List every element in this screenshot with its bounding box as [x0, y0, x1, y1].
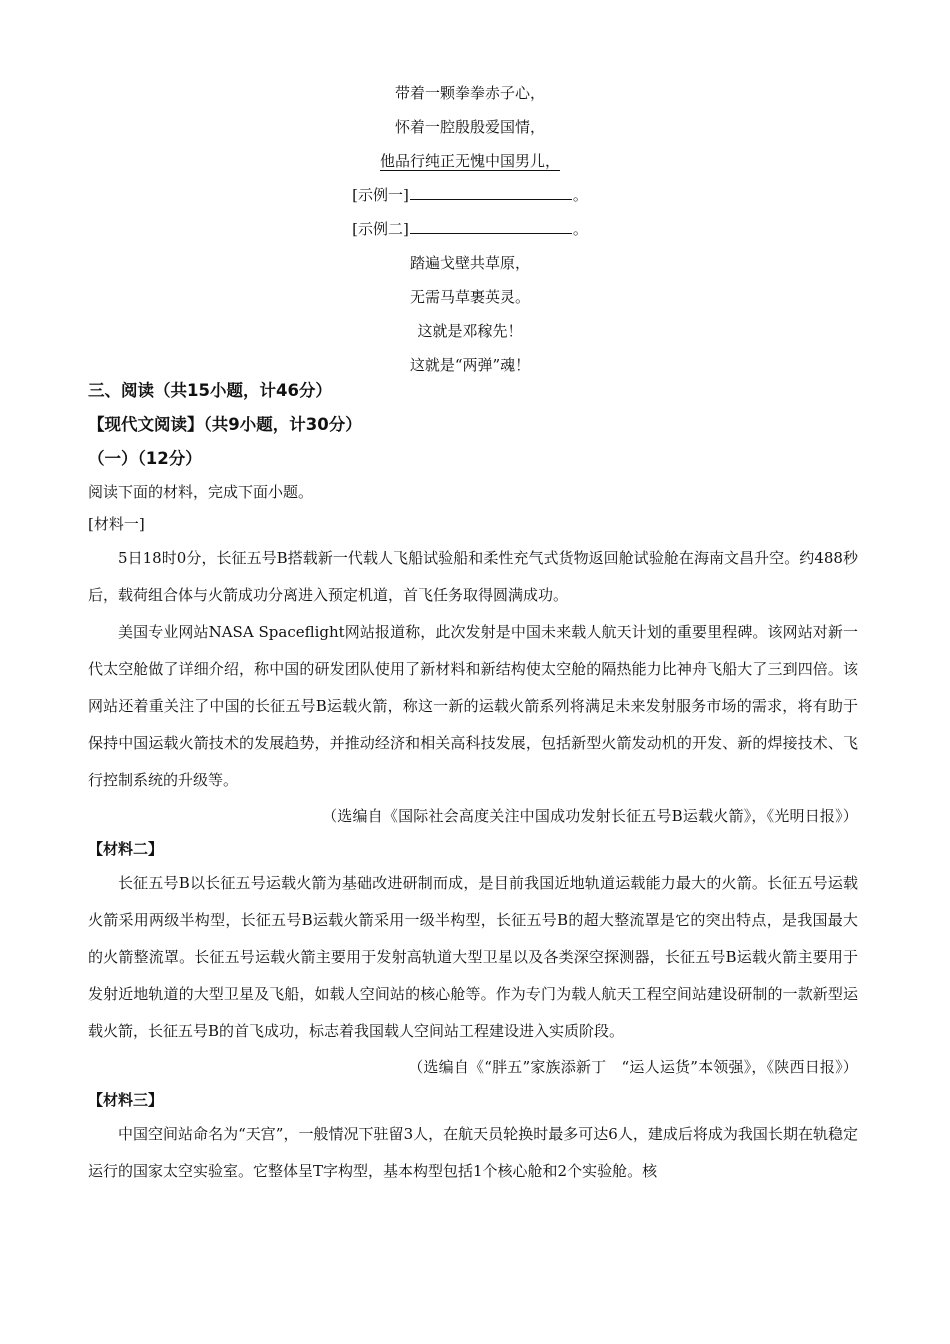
material-two-paragraph: 长征五号B以长征五号运载火箭为基础改进研制而成，是目前我国近地轨道运载能力最大的火箭。长征五号运载火箭采用两级半构型，长征五号B运载火箭采用一级半构型，长征五号B的超大整流罩是它的突出特点，是我国最大的火箭整流罩。长征五号运载火箭主要用于发射高轨道大型卫星以及各类深空探测器，长征五号B运载火箭主要用于发射近地轨道的大型卫星及飞船，如载人空间站的核心舱等。作为专门为载人航天工程空间站建设研制的一款新型运载火箭，长征五号B的首飞成功，标志着我国载人空间站工程建设进入实质阶段。 [88, 874, 858, 1040]
example-two-label: [示例二] [352, 220, 409, 238]
poem-line-text: 他品行纯正无愧中国男儿， [379, 152, 560, 170]
reading-section [88, 374, 858, 1190]
poem-line-text: 这就是“两弹”魂！ [409, 356, 531, 374]
section-title: 三、阅读（共15小题，计46分） [88, 381, 332, 400]
poem-line-text: 踏遍戈壁共草原， [409, 254, 530, 272]
poem-line-text: 怀着一腔殷殷爱国情， [394, 118, 545, 136]
material-one-paragraph: 美国专业网站NASA Spaceflight网站报道称，此次发射是中国未来载人航天计划的重要里程碑。该网站对新一代太空舱做了详细介绍，称中国的研发团队使用了新材料和新结构使太空舱的隔热能力比神舟飞船大了三到四倍。该网站还着重关注了中国的长征五号B运载火箭，称这一新的运载火箭系列将满足未来发射服务市场的需求，将有助于保持中国运载火箭技术的发展趋势，并推动经济和相关高科技发展，包括新型火箭发动机的开发、新的焊接技术、飞行控制系统的升级等。 [88, 623, 858, 789]
poem-line-text: 这就是邓稼先！ [417, 322, 523, 340]
poem-line [0, 110, 940, 144]
material-one-label: [材料一] [88, 515, 145, 533]
material-three-paragraph: 中国空间站命名为“天宫”，一般情况下驻留3人，在航天员轮换时最多可达6人，建成后将成为我国长期在轨稳定运行的国家太空实验室。它整体呈T字构型，基本构型包括1个核心舱和2个实验舱。核 [88, 1125, 858, 1180]
example-one-line [0, 178, 940, 212]
material-one-paragraph: 5日18时0分，长征五号B搭载新一代载人飞船试验船和柔性充气式货物返回舱试验舱在海南文昌升空。约488秒后，载荷组合体与火箭成功分离进入预定机道，首飞任务取得圆满成功。 [88, 549, 858, 604]
material-three-label: 【材料三】 [88, 1091, 164, 1109]
poem-line [0, 314, 940, 348]
part-title: （一）（12分） [88, 449, 202, 468]
example-one-blank[interactable] [410, 181, 572, 200]
poem-block [0, 76, 940, 382]
example-two-blank[interactable] [410, 215, 572, 234]
poem-line [0, 246, 940, 280]
poem-line-text: 带着一颗拳拳赤子心， [394, 84, 545, 102]
poem-line-underlined [0, 144, 940, 178]
material-two-source: （选编自《“胖五”家族添新丁 “运人运货”本领强》，《陕西日报》） [408, 1058, 858, 1076]
material-one-source: （选编自《国际社会高度关注中国成功发射长征五号B运载火箭》，《光明日报》） [322, 807, 858, 825]
material-two-label: 【材料二】 [88, 840, 164, 858]
example-two-end: 。 [572, 220, 588, 238]
example-one-end: 。 [572, 186, 588, 204]
example-two-line [0, 212, 940, 246]
poem-line-text: 无需马草裹英灵。 [409, 288, 530, 306]
poem-line [0, 280, 940, 314]
instruction-text: 阅读下面的材料，完成下面小题。 [88, 483, 314, 501]
section-subtitle: 【现代文阅读】（共9小题，计30分） [88, 415, 362, 434]
example-one-label: [示例一] [352, 186, 409, 204]
poem-line [0, 76, 940, 110]
